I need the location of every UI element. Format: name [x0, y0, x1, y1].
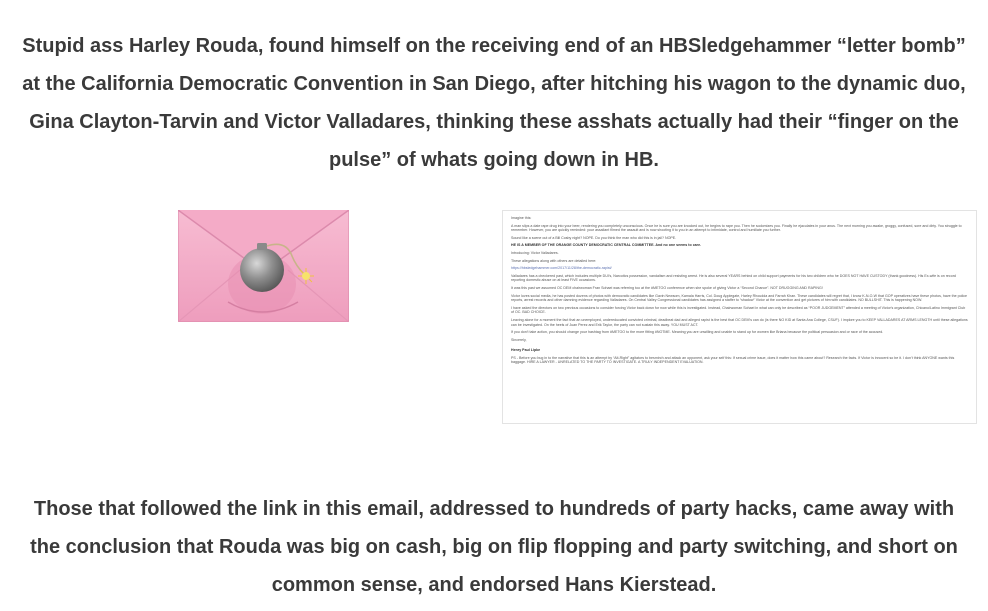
- email-line: It was this past we assumed OC DEM chairwoman Fran Sohaei was referring too at the #METOO conference when she spoke of giving Victor a “Second Chance”. NOT DRUGGING AND RAPING!: [511, 285, 823, 290]
- email-line: Henry Paul Lipke: [511, 348, 541, 353]
- email-line: Sound like a scene out of a Bill Cosby night? NOPE. Do you think the man who did this is in jail? NOPE.: [511, 235, 677, 240]
- email-line: Leaving alone for a moment the fact that an unemployed, undereducated convicted criminal, deadbeat dad and alleged rapist is the best that OC DEM's can do (is there NO KID at Santa Ana College, CSUF). I implore you to KEEP VALLADARES AT ARMS LENGTH until these allegations can be investigated. On the heels of Juan Perez and Erik Taylor, the party can not sustain this away. YOU MUST ACT.: [511, 317, 968, 327]
- email-line: A man slips a date rape drug into your beer, rendering you completely unconscious. Once he is sure you are knocked out, he begins to rape you. Then he sodomizes you. Finally he ejaculates in your anus. The next morning you awake, groggy, confused, sore and dirty. You struggle to remember. However, you are quickly reminded: your assailant filmed the assault and is now shooting it to you in an attempt to intimidate, control and humiliate you further.: [511, 223, 962, 233]
- email-line: HE IS A MEMBER OF THE ORANGE COUNTY DEMOCRATIC CENTRAL COMMITTEE. And no one seems to care.: [511, 243, 702, 248]
- email-line: If you don't take action, you should change your hashtag from #METOO to the more fitting #NOTME. Meaning you are unwilling and unable to stand up for women like Briana because the political persuasion and or race of the accused.: [511, 330, 884, 335]
- intro-paragraph: Stupid ass Harley Rouda, found himself on the receiving end of an HBSledgehammer “letter bomb” at the California Democratic Convention in San Diego, after hitching his wagon to the dynamic duo, Gina Clayton-Tarvin and Victor Valladares, thinking these asshats actually had their “finger on the pulse” of whats going down in HB.: [22, 35, 966, 171]
- email-line: Introducing: Victor Valladares.: [511, 250, 559, 255]
- email-line[interactable]: https://hbsledgehammer.com/2017/11/28/the-democratic-rapist/: [511, 266, 612, 271]
- email-line: Sincerely,: [511, 337, 527, 342]
- email-line: Imagine this:: [511, 216, 532, 220]
- email-screenshot: [502, 210, 977, 424]
- envelope-bomb-icon: [178, 210, 349, 322]
- email-line: Victor loves social media, he has posted dozens of photos with democratic candidates like Gavin Newsom, Kamala Harris, Col. Doug Applegate, Harley Rhoudda and Farrah Khan. These candidates will regret that, I know K-N-O-W that GOP operatives have these photos, have the police reports, arrest records and other damning evidence regarding Valladares. On Central Valley Congressional candidates has assigned a staffer to “shadow” Victor at the convention and get pictures of him with candidates. NO BULLSHIT. This is happening NOW.: [511, 293, 968, 303]
- email-line: Valladares has a checkered past, which includes multiple DUI's, Narcotics possession, vandalism and resisting arrest. He is also several YEARS behind on child support payments for his two children who he DOES NOT HAVE CUSTODY (thank goodness). His Ex-wife is on record reporting domestic abuse on at least FIVE occasions.: [511, 273, 956, 283]
- email-line: These allegations along with others are detailed here:: [511, 258, 597, 263]
- email-line: I have asked the directors on two previous occasions to consider forcing Victor back down for now while this is investigated. Instead, Chairwoman Sohaei in what can only be described as “POOR JUDGEMENT” attended a meeting of Victor's organization, Chicano/Latino Immigrant Club of OC. BAD CHOICE.: [511, 305, 966, 315]
- outro-paragraph: Those that followed the link in this email, addressed to hundreds of party hacks, came away with the conclusion that Rouda was big on cash, big on flip flopping and party switching, and short on common sense, and endorsed Hans Kierstead.: [30, 498, 958, 596]
- email-line: PS - Before you bug in to the narrative that this is an attempt by “Alt-Right” agitators to besmirch and attack an opponent, ask your self this: If sexual crime issue, does it matter how this came about? Research the facts. If Victor is innocent so be it. I don't think ANYONE wants this baggage. HIRE A LAWYER - UNRELATED TO THE PARTY TO INVESTIGATE. A TRULY INDEPENDENT EVALUATION.: [511, 355, 955, 365]
